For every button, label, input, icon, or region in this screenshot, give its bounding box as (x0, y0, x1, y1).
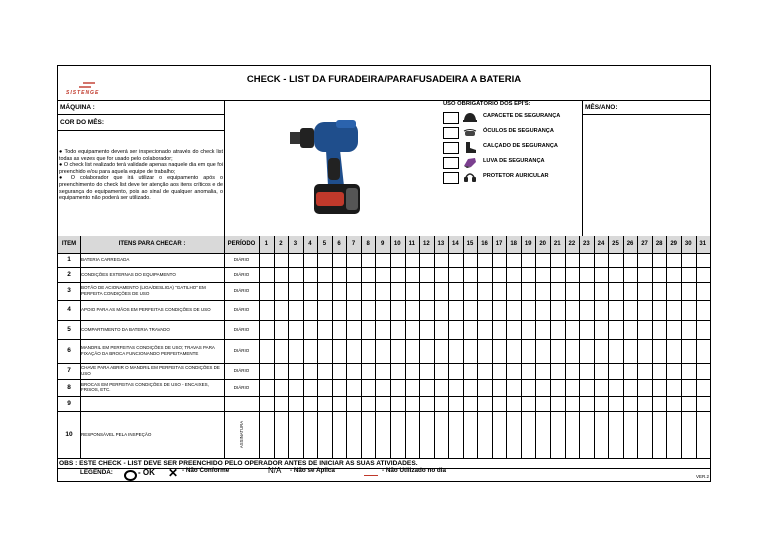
item-column-header: ITEM (61, 241, 77, 247)
item-period: ASSINATURA (239, 420, 244, 448)
item-description: BATERIA CARREGADA (81, 257, 130, 262)
day-header: 28 (655, 241, 663, 247)
day-header: 27 (641, 241, 648, 247)
ppe-checkbox[interactable] (443, 127, 459, 139)
day-header: 6 (337, 241, 341, 247)
helmet-icon (463, 112, 477, 123)
day-header: 16 (481, 241, 488, 247)
ppe-checkbox[interactable] (443, 172, 459, 184)
ppe-label: PROTETOR AURICULAR (483, 173, 549, 179)
day-header: 17 (495, 241, 503, 247)
month-year-label: MÊS/ANO: (585, 104, 618, 111)
item-description: MANDRIL EM PERFEITAS CONDIÇÕES DE USO; TRAVAS PARA FIXAÇÃO DA BROCA FUNCIONANDO PERFEITAMENTE (81, 345, 215, 356)
day-header: 14 (452, 241, 459, 247)
epi-label: USO OBRIGATÓRIO DOS EPI'S: (443, 101, 531, 107)
day-header: 26 (626, 241, 634, 247)
day-header: 30 (684, 241, 692, 247)
day-header: 11 (408, 241, 415, 247)
legend-not-compliant: - Não Conforme (182, 467, 230, 474)
item-description: CHAVE PARA ABRIR O MANDRIL EM PERFEITAS CONDIÇÕES DE USO (81, 365, 220, 376)
item-number: 4 (67, 306, 71, 313)
item-period: DIÁRIO (233, 271, 250, 277)
item-period: DIÁRIO (233, 384, 250, 390)
item-period: DIÁRIO (233, 348, 250, 353)
day-header: 8 (366, 241, 370, 247)
item-number: 6 (67, 347, 71, 354)
item-number: 2 (67, 270, 71, 278)
ppe-label: LUVA DE SEGURANÇA (483, 158, 545, 164)
day-header: 5 (322, 241, 327, 247)
item-description: RESPONSÁVEL PELA INSPEÇÃO (81, 431, 152, 437)
day-header: 19 (524, 241, 532, 247)
goggles-icon (463, 127, 477, 138)
item-period: DIÁRIO (233, 257, 250, 262)
day-header: 13 (437, 241, 445, 247)
item-number: 5 (67, 325, 71, 333)
cordless-drill-icon (288, 108, 378, 220)
ok-circle-icon (124, 470, 137, 481)
ppe-label: CAPACETE DE SEGURANÇA (483, 113, 561, 119)
legend-na: - Não se Aplica (290, 467, 335, 474)
instruction-line: ● Todo equipamento deverá ser inspecionado através do check list todas as vezes que for usado pelo colaborador; (59, 149, 223, 162)
legend-na-symbol: N/A (268, 466, 282, 475)
day-header: 4 (308, 241, 312, 247)
ppe-checkbox[interactable] (443, 142, 459, 154)
glove-icon (463, 157, 477, 168)
item-number: 8 (67, 383, 71, 391)
cross-icon: ✕ (168, 466, 179, 480)
day-header: 2 (279, 241, 283, 247)
boot-icon (463, 142, 477, 153)
ppe-checkbox[interactable] (443, 157, 459, 169)
item-number: 3 (67, 287, 71, 294)
item-number: 9 (67, 399, 71, 407)
item-period: DIÁRIO (233, 307, 250, 312)
ear-protector-icon (463, 172, 477, 183)
dash-icon (364, 475, 378, 476)
day-header: 29 (670, 241, 677, 247)
legend-ok: - OK (138, 468, 155, 477)
day-header: 15 (466, 241, 474, 247)
item-number: 7 (67, 367, 71, 374)
item-description: CONDIÇÕES EXTERNAS DO EQUIPAMENTO (81, 271, 176, 277)
item-description: APOIO PARA AS MÃOS EM PERFEITAS CONDIÇÕES DE USO (81, 307, 211, 312)
ppe-label: CALÇADO DE SEGURANÇA (483, 143, 558, 149)
day-header: 3 (293, 241, 298, 247)
ppe-checkbox[interactable] (443, 112, 459, 124)
item-period: DIÁRIO (233, 368, 250, 373)
version-label: VER.2 (696, 474, 710, 479)
month-color-label: COR DO MÊS: (60, 119, 105, 126)
observation-text: OBS : ESTE CHECK - LIST DEVE SER PREENCHIDO PELO OPERADOR ANTES DE INICIAR AS SUAS ATIVIDADES. (59, 460, 418, 467)
item-description: BROCAS EM PERFEITAS CONDIÇÕES DE USO - ENCAIXES, FRISOS, ETC. (81, 381, 209, 392)
legend-label: LEGENDA: (80, 469, 113, 476)
item-description: BOTÃO DE ACIONAMENTO (LIGA/DESLIGA) "GATILHO" EM PERFEITA CONDIÇÕES DE USO (81, 285, 206, 296)
day-header: 22 (568, 241, 576, 247)
day-header: 31 (699, 241, 707, 247)
day-header: 21 (553, 241, 561, 247)
item-number: 10 (65, 430, 73, 438)
page-title: CHECK - LIST DA FURADEIRA/PARAFUSADEIRA A BATERIA (246, 74, 522, 85)
legend-not-used: - Não Utilizado no dia (382, 467, 447, 474)
day-header: 23 (583, 241, 590, 247)
check-column-header: ITENS PARA CHECAR : (118, 241, 186, 247)
day-header: 9 (380, 241, 385, 247)
item-number: 1 (67, 256, 71, 263)
day-header: 18 (510, 241, 517, 247)
machine-label: MÁQUINA : (60, 104, 95, 111)
item-description: COMPARTIMENTO DA BATERIA TRAVADO (81, 326, 170, 332)
instructions (59, 149, 223, 202)
item-period: DIÁRIO (233, 326, 250, 332)
drill-image (288, 108, 378, 220)
instruction-line: ● O colaborador que irá utilizar o equipamento após o preenchimento do check list deve ter atenção aos itens críticos e de segurança do equipamento, pois ao sinal de qualquer anomalia, o equipamento não poderá ser utilizado. (59, 175, 223, 202)
period-column-header: PERÍODO (227, 241, 256, 247)
item-period: DIÁRIO (233, 288, 250, 293)
day-header: 24 (597, 241, 605, 247)
day-header: 25 (612, 241, 619, 247)
day-header: 1 (264, 241, 268, 247)
logo-text: SISTENGE (66, 90, 100, 96)
checklist-sheet (57, 65, 711, 482)
day-header: 12 (423, 241, 430, 247)
company-logo (64, 80, 112, 98)
day-header: 10 (393, 241, 401, 247)
day-header: 7 (351, 241, 356, 247)
day-header: 20 (539, 241, 546, 247)
ppe-label: ÓCULOS DE SEGURANÇA (483, 128, 554, 134)
instruction-line: ● O check list realizado terá validade apenas naquele dia em que foi preenchido e/ou para aquela equipe de trabalho; (59, 162, 223, 175)
